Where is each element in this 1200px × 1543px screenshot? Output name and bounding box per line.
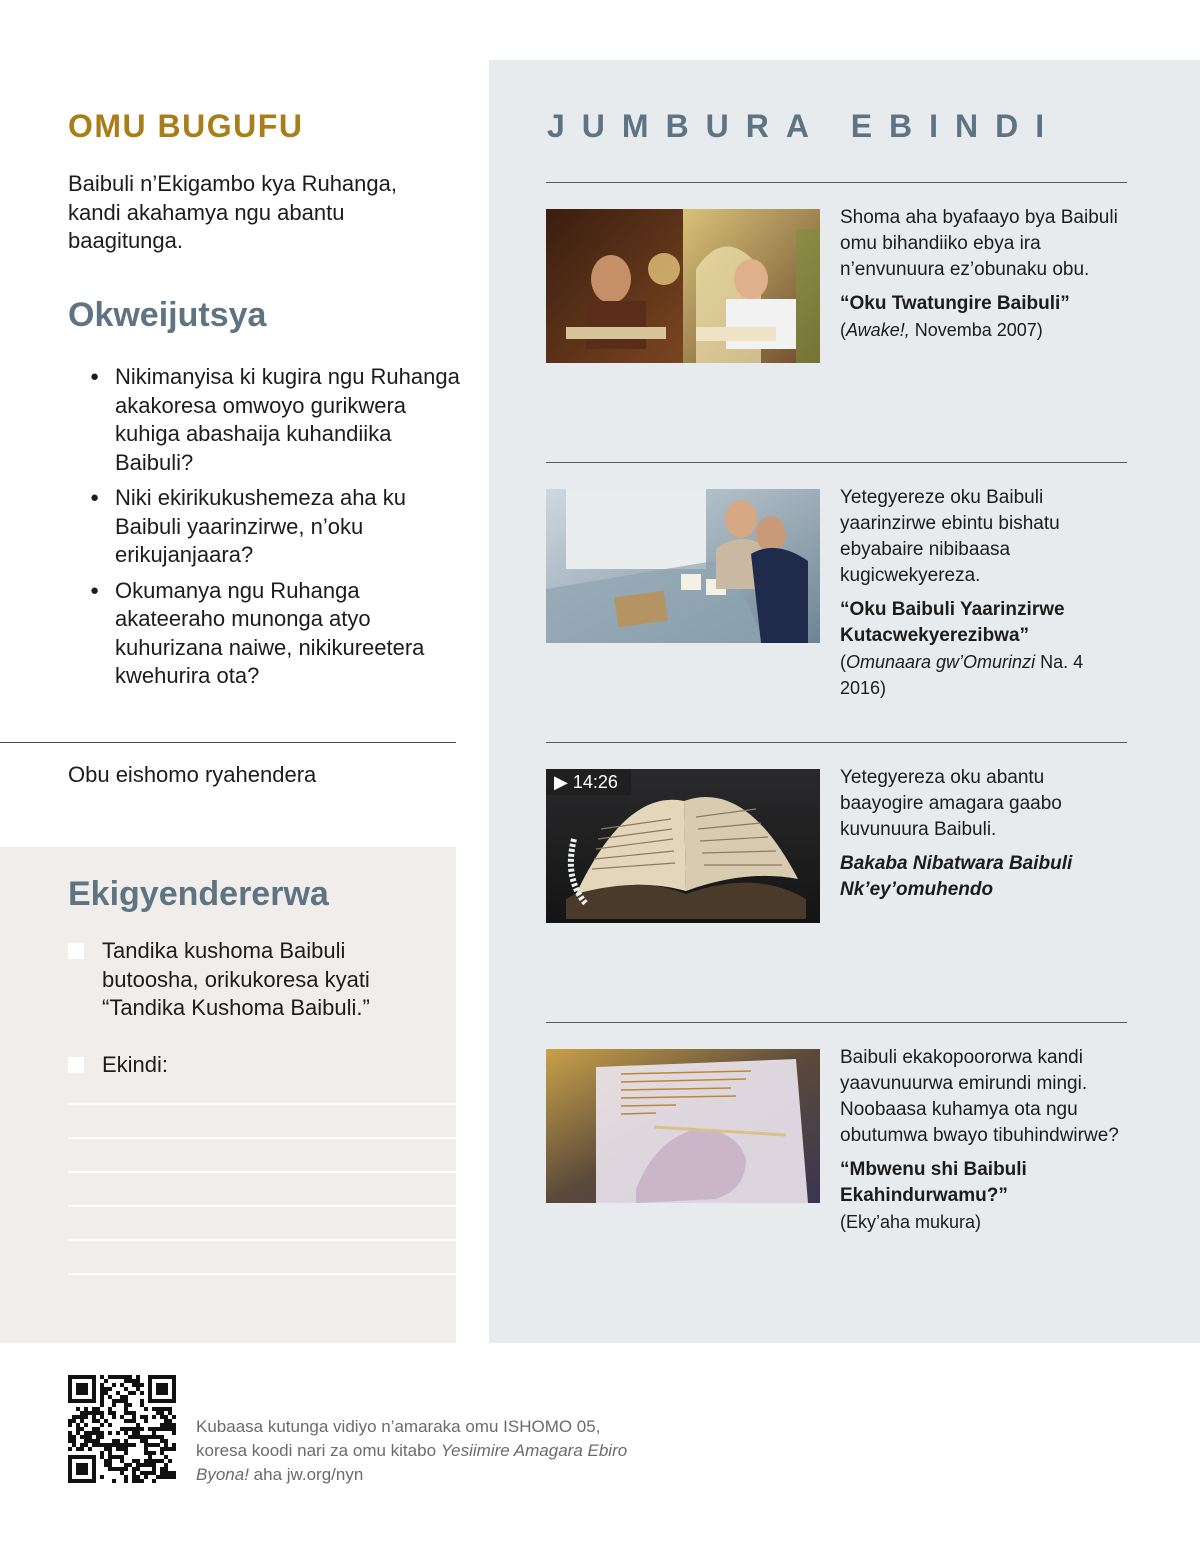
write-line[interactable] — [68, 1273, 456, 1275]
manuscript-writing-image[interactable] — [546, 1049, 820, 1203]
write-line[interactable] — [68, 1137, 456, 1139]
resource-source: (Eky’aha mukura) — [840, 1212, 982, 1232]
goal-item-text: Tandika kushoma Baibuli butoosha, orikukoresa kyati “Tandika Kushoma Baibuli.” — [102, 938, 370, 1020]
footer-note: Kubaasa kutunga vidiyo n’amaraka omu ISHOMO 05, koresa koodi nari za omu kitabo Yesiimire Amagara Ebiro Byona! aha jw.org/nyn — [196, 1417, 628, 1484]
resource-text — [840, 765, 1130, 903]
write-line[interactable] — [68, 1205, 456, 1207]
checkbox[interactable] — [68, 1057, 84, 1073]
goal-item-text: Ekindi: — [102, 1052, 169, 1077]
divider — [546, 1022, 1127, 1023]
review-title: Okweijutsya — [68, 296, 267, 334]
video-duration: 14:26 — [572, 772, 618, 792]
review-question: ● Nikimanyisa ki kugira ngu Ruhanga akakoresa omwoyo gurikwera kuhiga abashaija kuhandiika Baibuli? — [90, 363, 460, 477]
write-lines — [68, 1103, 456, 1307]
resource-description: Yetegyereze oku Baibuli yaarinzirwe ebintu bishatu ebyabaire nibibaasa kugicwekyereza. — [840, 487, 1060, 586]
resource-item[interactable] — [546, 487, 1127, 698]
explore-more-panel — [489, 60, 1200, 1343]
write-line[interactable] — [68, 1171, 456, 1173]
resource-item-video[interactable] — [546, 769, 1127, 969]
museum-display-image[interactable] — [546, 489, 820, 643]
video-duration-badge — [546, 769, 631, 795]
goal-title: Ekigyendererwa — [68, 875, 329, 913]
resource-description: Shoma aha byafaayo bya Baibuli omu bihandiiko ebya ira n’envunuura ez’obunaku obu. — [840, 207, 1118, 280]
resource-text — [840, 485, 1130, 701]
checkbox[interactable] — [68, 943, 84, 959]
divider — [546, 182, 1127, 183]
review-question: ● Okumanya ngu Ruhanga akateeraho munonga atyo kuhurizana naiwe, nikikureetera kwehurira ota? — [90, 577, 460, 691]
resource-text — [840, 205, 1130, 343]
review-list — [90, 363, 460, 698]
next-lesson-label: Obu eishomo ryahendera — [68, 762, 317, 787]
resource-source: (Awake!, Novemba 2007) — [840, 320, 1043, 340]
review-question: ● Niki ekirikukushemeza aha ku Baibuli yaarinzirwe, n’oku erikujanjaara? — [90, 484, 460, 570]
divider — [0, 742, 456, 743]
resource-source: (Omunaara gw’Omurinzi Na. 4 2016) — [840, 652, 1084, 698]
play-icon: ▶ — [554, 772, 568, 792]
write-line[interactable] — [68, 1239, 456, 1241]
resource-description: Baibuli ekakopoororwa kandi yaavunuurwa emirundi mingi. Noobaasa kuhamya ota ngu obutumwa bwayo tibuhindwirwe? — [840, 1047, 1119, 1146]
resource-text — [840, 1045, 1130, 1235]
goal-item — [68, 1051, 428, 1080]
explore-more-title: JUMBURA EBINDI — [547, 108, 1062, 144]
resource-description: Yetegyereza oku abantu baayogire amagara gaabo kuvunuura Baibuli. — [840, 767, 1062, 840]
resource-item[interactable] — [546, 1049, 1127, 1249]
divider — [546, 742, 1127, 743]
summary-title: OMU BUGUFU — [68, 108, 304, 144]
goal-item — [68, 937, 428, 1023]
write-line[interactable] — [68, 1103, 456, 1105]
video-thumbnail[interactable] — [546, 769, 820, 923]
resource-title-link[interactable]: “Oku Baibuli Yaarinzirwe Kutacwekyerezibwa” — [840, 599, 1065, 646]
video-title-link[interactable]: Bakaba Nibatwara Baibuli Nk’ey’omuhendo — [840, 853, 1073, 900]
scholars-image[interactable] — [546, 209, 820, 363]
resource-item[interactable] — [546, 209, 1127, 409]
summary-text: Baibuli n’Ekigambo kya Ruhanga, kandi akahamya ngu abantu baagitunga. — [68, 171, 397, 253]
goal-box — [0, 847, 456, 1343]
resource-title-link[interactable]: “Mbwenu shi Baibuli Ekahindurwamu?” — [840, 1159, 1027, 1206]
qr-code[interactable] — [68, 1375, 176, 1483]
divider — [546, 462, 1127, 463]
resource-title-link[interactable]: “Oku Twatungire Baibuli” — [840, 293, 1070, 314]
